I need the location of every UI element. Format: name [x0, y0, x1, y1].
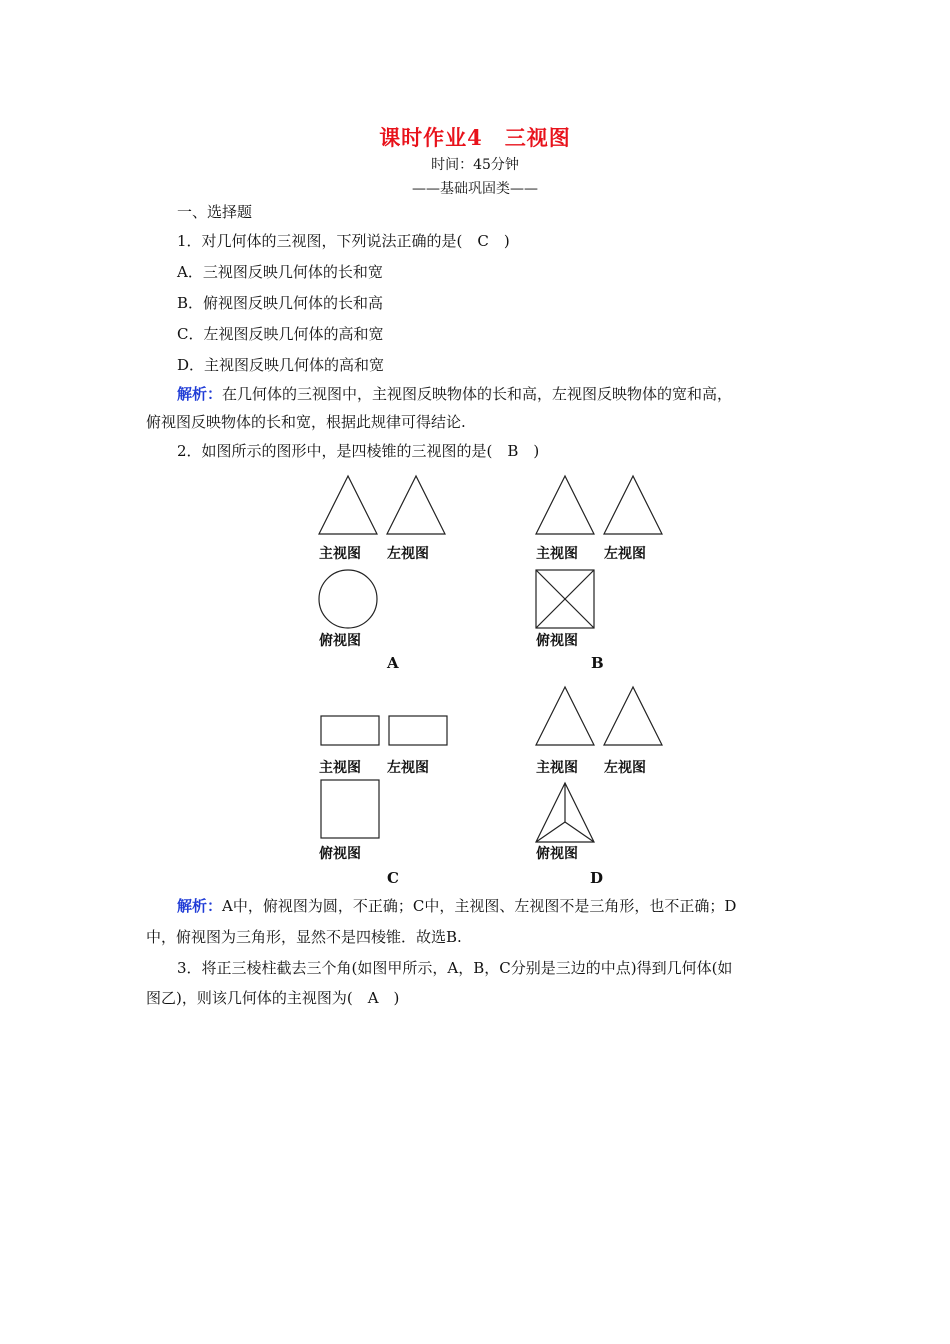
option-a-left-triangle	[387, 476, 445, 534]
option-d-front-label: 主视图	[536, 760, 578, 776]
option-c-left-rect	[389, 716, 447, 745]
question-1-option-a: A．三视图反映几何体的长和宽	[177, 263, 383, 281]
option-c-front-rect	[321, 716, 379, 745]
option-d-left-triangle	[604, 687, 662, 745]
question-2-analysis-cont: 中，俯视图为三角形，显然不是四棱锥．故选B.	[146, 928, 462, 946]
question-3-stem-cont: 图乙)，则该几何体的主视图为( A )	[146, 989, 400, 1007]
option-b-left-triangle	[604, 476, 662, 534]
question-1-analysis-cont: 俯视图反映物体的长和宽，根据此规律可得结论.	[146, 413, 466, 431]
option-d-letter: D	[590, 869, 604, 887]
analysis-label: 解析：	[177, 385, 223, 403]
option-a-top-circle	[319, 570, 377, 628]
question-3-stem: 3．将正三棱柱截去三个角(如图甲所示，A，B，C分别是三边的中点)得到几何体(如	[177, 959, 733, 977]
option-d-left-label: 左视图	[604, 760, 646, 776]
option-c-letter: C	[387, 869, 399, 887]
section-heading: ——基础巩固类——	[412, 181, 538, 197]
option-a-top-label: 俯视图	[319, 633, 361, 649]
question-1-stem: 1．对几何体的三视图，下列说法正确的是( C )	[177, 232, 510, 250]
analysis-text: A中，俯视图为圆，不正确；C中，主视图、左视图不是三角形，也不正确；D	[222, 897, 737, 915]
option-c-top-square	[321, 780, 379, 838]
option-d-top-label: 俯视图	[536, 846, 578, 862]
option-b-letter: B	[591, 654, 604, 672]
option-a-letter: A	[387, 654, 399, 672]
option-b-left-label: 左视图	[604, 546, 646, 562]
option-c-top-label: 俯视图	[319, 846, 361, 862]
option-c-front-label: 主视图	[319, 760, 361, 776]
question-1-option-c: C．左视图反映几何体的高和宽	[177, 325, 384, 343]
option-a-left-label: 左视图	[387, 546, 429, 562]
question-1-option-d: D．主视图反映几何体的高和宽	[177, 356, 385, 374]
option-a-front-triangle	[319, 476, 377, 534]
option-b-top-label: 俯视图	[536, 633, 578, 649]
page-title: 课时作业4 三视图	[379, 125, 571, 150]
analysis-label: 解析：	[177, 897, 223, 915]
question-2-analysis	[177, 895, 736, 916]
option-d-front-triangle	[536, 687, 594, 745]
option-b-front-triangle	[536, 476, 594, 534]
option-a-front-label: 主视图	[319, 546, 361, 562]
part-heading: 一、选择题	[177, 203, 253, 221]
option-b-front-label: 主视图	[536, 546, 578, 562]
time-limit: 时间：45分钟	[431, 157, 519, 173]
question-1-option-b: B．俯视图反映几何体的长和高	[177, 294, 384, 312]
question-2-stem: 2．如图所示的图形中，是四棱锥的三视图的是( B )	[177, 442, 540, 460]
analysis-text: 在几何体的三视图中，主视图反映物体的长和高，左视图反映物体的宽和高，	[222, 385, 733, 403]
option-c-left-label: 左视图	[387, 760, 429, 776]
